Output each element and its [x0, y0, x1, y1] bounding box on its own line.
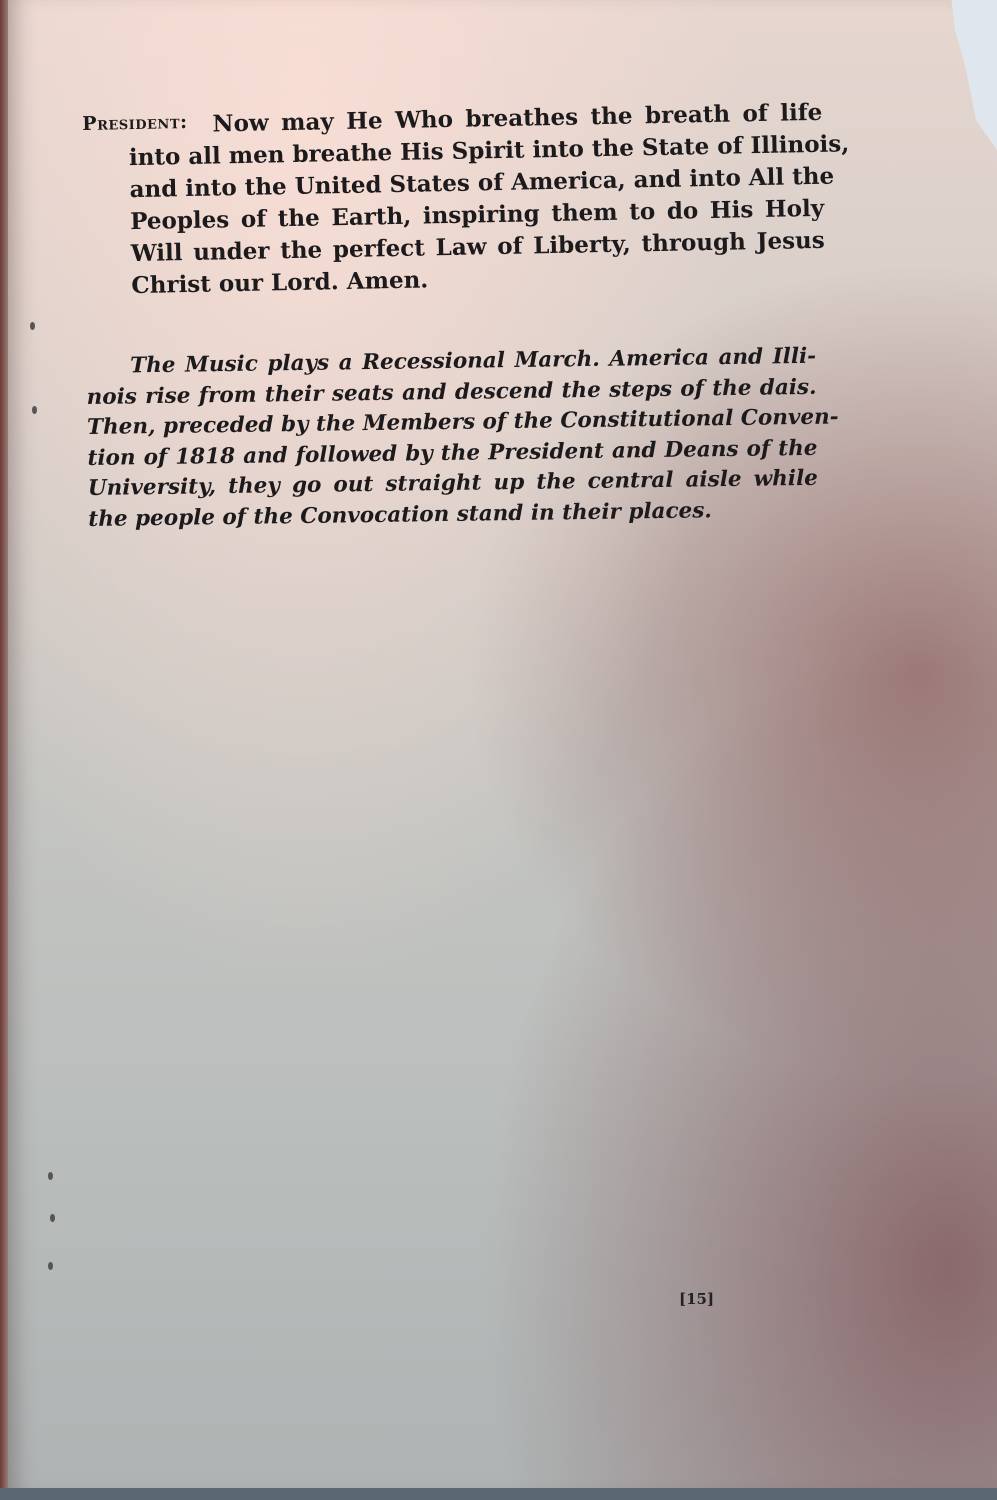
page-number: [15]: [679, 1290, 715, 1308]
margin-speck: [32, 406, 37, 414]
book-page: [8, 0, 997, 1490]
speech-text: Now may He Who breathes the breath of life: [212, 98, 823, 138]
speaker-label: President:: [82, 110, 188, 135]
stage-line-1: The Music plays a Recessional March. America and Illi-: [130, 343, 817, 379]
president-speech: [82, 94, 850, 303]
margin-speck: [50, 1214, 55, 1222]
torn-corner: [927, 0, 997, 150]
margin-speck: [48, 1172, 53, 1180]
margin-speck: [48, 1262, 53, 1270]
speech-line-4: Peoples of the Earth, inspiring them to do His Holy: [129, 194, 825, 236]
stage-line-4: tion of 1818 and followed by the President and Deans of the: [87, 435, 818, 471]
speech-line-3: and into the United States of America, and into All the: [129, 162, 835, 204]
margin-speck: [30, 322, 35, 330]
speech-line-6: Christ our Lord. Amen.: [131, 266, 429, 300]
stage-direction: [86, 342, 839, 535]
stage-line-5: University, they go out straight up the central aisle while: [87, 465, 819, 501]
speech-line-5: Will under the perfect Law of Liberty, through Jesus: [130, 226, 825, 268]
stage-line-3: Then, preceded by the Members of the Constitutional Conven-: [86, 404, 839, 440]
stage-line-6: the people of the Convocation stand in their places.: [88, 497, 713, 532]
background-edge: [0, 1488, 997, 1500]
stage-line-2: nois rise from their seats and descend the steps of the dais.: [86, 374, 817, 410]
speech-line-2: into all men breathe His Spirit into the State of Illinois,: [128, 130, 850, 172]
